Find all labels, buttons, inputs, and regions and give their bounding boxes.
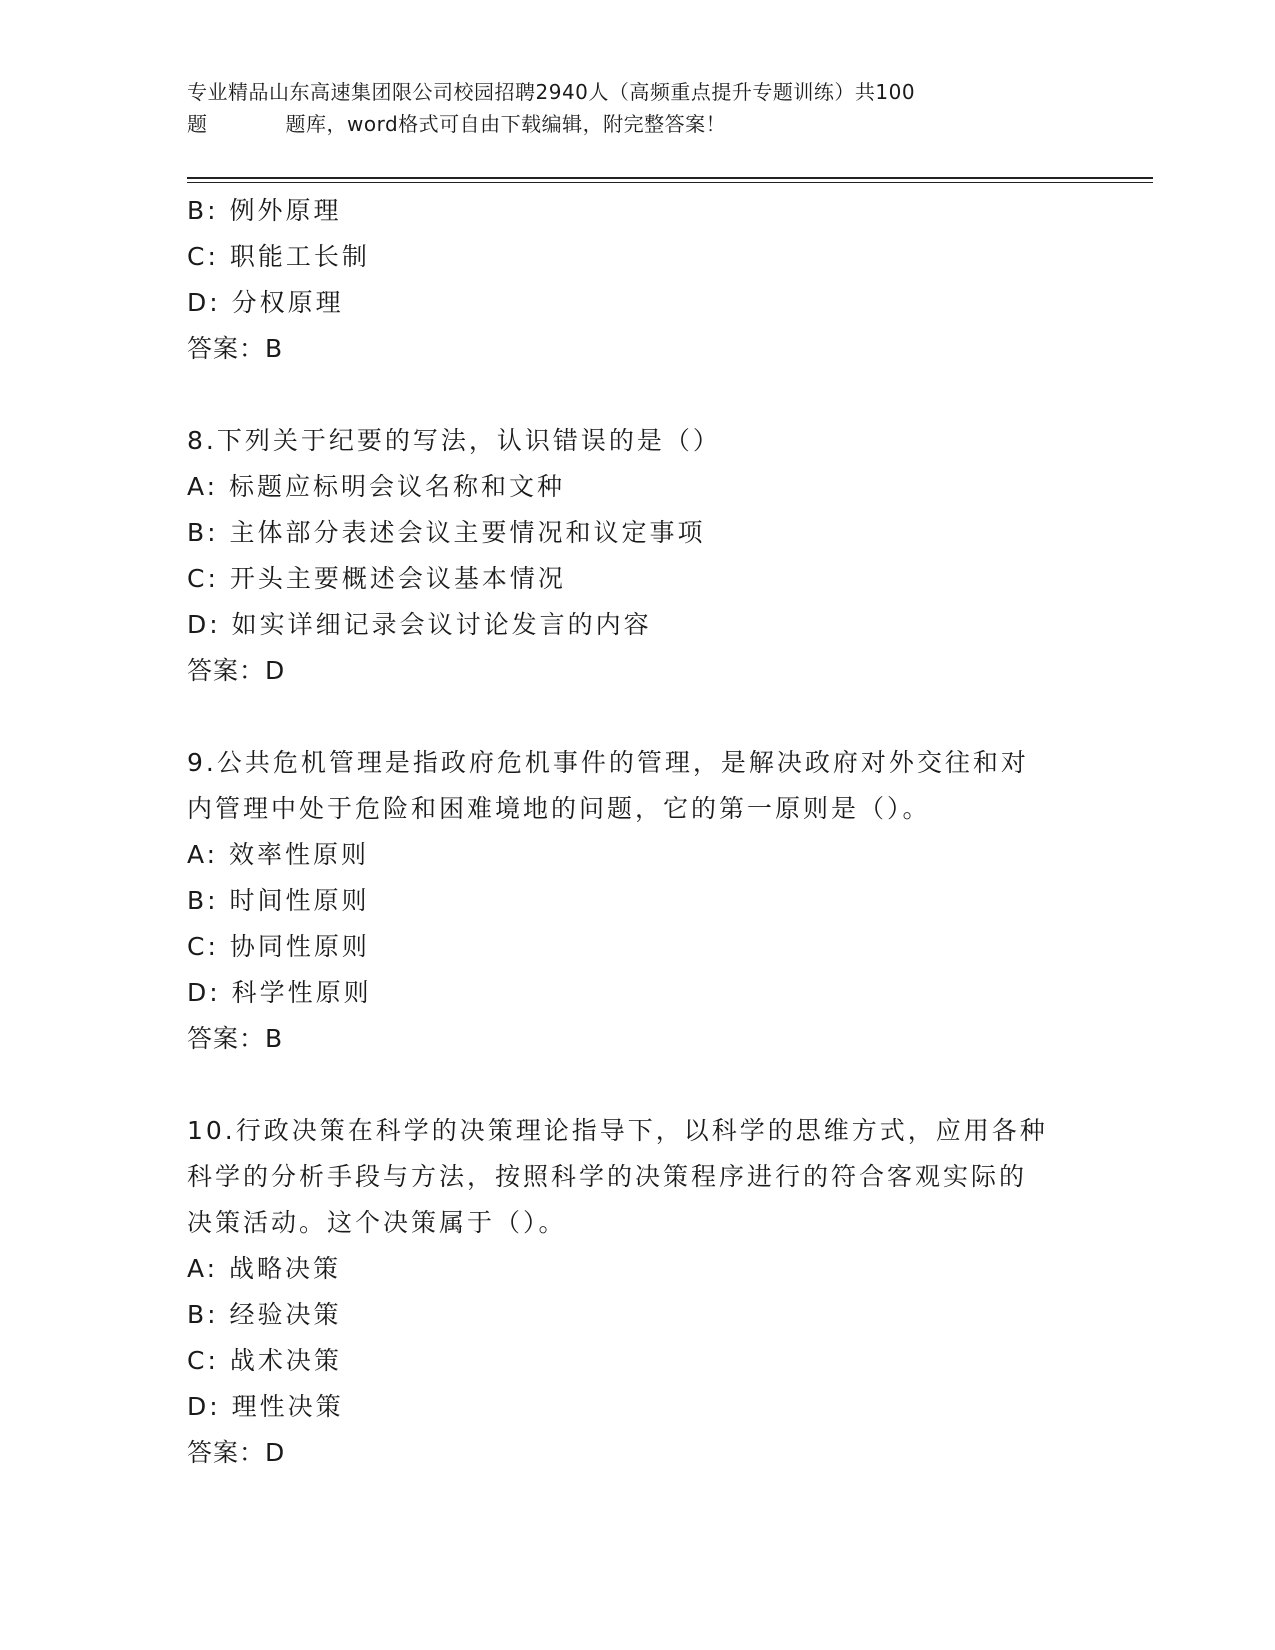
answer-line: 答案：D (187, 656, 286, 685)
question-text: 内管理中处于危险和困难境地的问题，它的第一原则是（）。 (187, 794, 931, 823)
header-divider-thin (187, 182, 1153, 183)
question-text: 8.下列关于纪要的写法，认识错误的是（） (187, 426, 721, 455)
option-a: A: 标题应标明会议名称和文种 (187, 472, 566, 501)
answer-line: 答案：B (187, 1024, 284, 1053)
option-b: B: 经验决策 (187, 1300, 342, 1329)
question-10 (187, 1108, 1087, 1476)
answer-line: 答案：B (187, 334, 284, 363)
option-d: D: 如实详细记录会议讨论发言的内容 (187, 610, 652, 639)
option-d: D: 理性决策 (187, 1392, 344, 1421)
option-c: C: 开头主要概述会议基本情况 (187, 564, 566, 593)
spacer (187, 694, 1087, 740)
answer-line: 答案：D (187, 1438, 286, 1467)
question-text: 9.公共危机管理是指政府危机事件的管理，是解决政府对外交往和对 (187, 748, 1029, 777)
document-body (187, 188, 1087, 1476)
previous-question-tail (187, 188, 1087, 372)
header-gap (208, 108, 286, 140)
option-b: B: 主体部分表述会议主要情况和议定事项 (187, 518, 706, 547)
question-text: 决策活动。这个决策属于（）。 (187, 1208, 567, 1237)
spacer (187, 372, 1087, 418)
option-a: A: 战略决策 (187, 1254, 342, 1283)
option-b: B: 时间性原则 (187, 886, 370, 915)
question-8 (187, 418, 1087, 694)
option-b: B: 例外原理 (187, 196, 342, 225)
question-text: 10.行政决策在科学的决策理论指导下，以科学的思维方式，应用各种 (187, 1116, 1048, 1145)
question-9 (187, 740, 1087, 1062)
header-line-2-right: 题库，word格式可自由下载编辑，附完整答案！ (285, 112, 727, 136)
option-c: C: 协同性原则 (187, 932, 370, 961)
option-c: C: 战术决策 (187, 1346, 342, 1375)
question-text: 科学的分析手段与方法，按照科学的决策程序进行的符合客观实际的 (187, 1162, 1028, 1191)
header-title-line-2 (187, 108, 1067, 140)
header-divider-thick (187, 177, 1153, 179)
spacer (187, 1062, 1087, 1108)
option-a: A: 效率性原则 (187, 840, 370, 869)
option-d: D: 分权原理 (187, 288, 344, 317)
header-line-2-left: 题 (187, 112, 208, 136)
page-header (187, 76, 1067, 140)
option-d: D: 科学性原则 (187, 978, 372, 1007)
header-title-line-1: 专业精品山东高速集团限公司校园招聘2940人（高频重点提升专题训练）共100 (187, 80, 916, 104)
option-c: C: 职能工长制 (187, 242, 370, 271)
